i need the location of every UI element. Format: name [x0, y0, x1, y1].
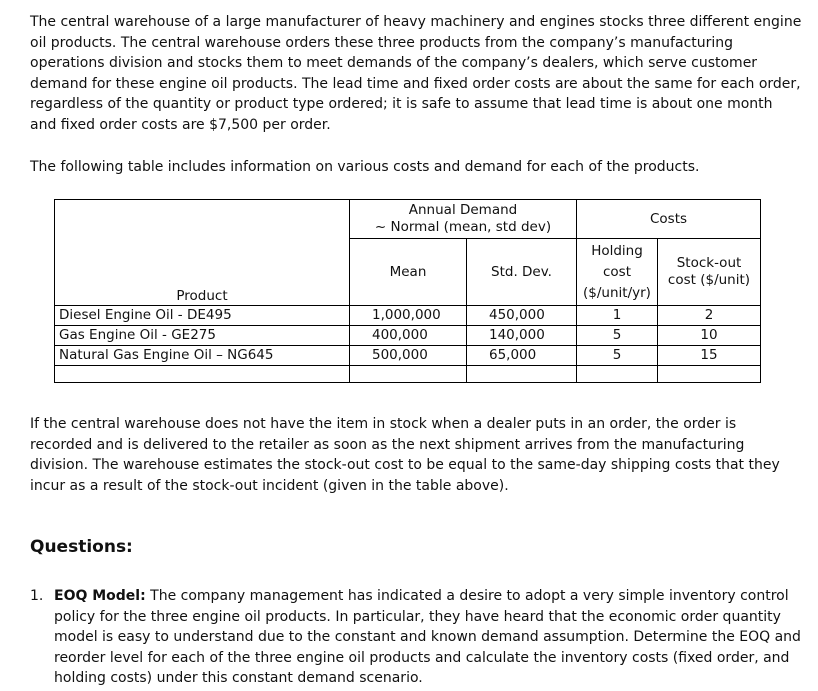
question-number: 1. — [30, 588, 44, 604]
stockout-cost-header-cell — [658, 239, 761, 306]
empty-cell — [577, 366, 658, 383]
intro-paragraph: The central warehouse of a large manufacturer of heavy machinery and engines stocks three different engine oil products. The central warehouse orders these three products from the company’s manufacturing operations division and stocks them to meet demands of the company’s dealers, which serve customer demand for these engine oil products. The lead time and fixed order costs are about the same for each order, regardless of the quantity or product type ordered; it is safe to assume that lead time is about one month and fixed order costs are $7,500 per order. — [30, 14, 802, 133]
table-intro-paragraph: The following table includes information on various costs and demand for each of the products. — [30, 159, 700, 175]
table-row — [55, 306, 761, 326]
costs-header-cell — [577, 200, 761, 239]
stockout-paragraph: If the central warehouse does not have the item in stock when a dealer puts in an order, the order is recorded and is delivered to the retailer as soon as the next shipment arrives from the manufacturing division. The warehouse estimates the stock-out cost to be equal to the same-day shipping costs that they incur as a result of the stock-out incident (given in the table above). — [30, 416, 780, 494]
std-dev-cell: 450,000 — [467, 306, 577, 326]
product-cell: Gas Engine Oil - GE275 — [55, 326, 350, 346]
empty-cell — [350, 366, 467, 383]
question-lead: EOQ Model: — [54, 588, 146, 604]
costs-header: Costs — [649, 210, 688, 227]
holding-header-line3: ($/unit/yr) — [583, 284, 651, 301]
stockout-cost-cell: 15 — [658, 346, 761, 366]
product-cell: Diesel Engine Oil - DE495 — [55, 306, 350, 326]
stockout-header-line2: cost ($/unit) — [667, 272, 751, 288]
mean-cell: 400,000 — [350, 326, 467, 346]
annual-demand-header-line1: Annual Demand — [408, 202, 518, 218]
empty-cell — [467, 366, 577, 383]
questions-heading: Questions: — [30, 537, 133, 557]
annual-demand-header-cell — [350, 200, 577, 239]
table-row — [55, 346, 761, 366]
costs-demand-table — [54, 199, 761, 383]
product-header: Product — [176, 288, 228, 304]
product-cell: Natural Gas Engine Oil – NG645 — [55, 346, 350, 366]
mean-header: Mean — [350, 239, 467, 306]
std-dev-cell: 140,000 — [467, 326, 577, 346]
table-header-row-top — [55, 200, 761, 239]
holding-cost-cell: 1 — [577, 306, 658, 326]
stockout-cost-cell: 10 — [658, 326, 761, 346]
question-item — [30, 586, 802, 689]
stockout-header-line1: Stock-out — [676, 255, 742, 271]
question-body — [54, 586, 802, 689]
empty-cell — [55, 366, 350, 383]
mean-cell: 500,000 — [350, 346, 467, 366]
std-dev-cell: 65,000 — [467, 346, 577, 366]
holding-cost-cell: 5 — [577, 326, 658, 346]
holding-cost-cell: 5 — [577, 346, 658, 366]
product-header-cell — [55, 200, 350, 306]
table-empty-row — [55, 366, 761, 383]
empty-cell — [658, 366, 761, 383]
mean-cell: 1,000,000 — [350, 306, 467, 326]
question-text: The company management has indicated a desire to adopt a very simple inventory control policy for the three engine oil products. In particular, they have heard that the economic order quantity model is easy to understand due to the constant and known demand assumption. Determine the EOQ and reorder level for each of the three engine oil products and calculate the inventory costs (fixed order, and holding costs) under this constant demand scenario. — [54, 588, 801, 686]
std-dev-header: Std. Dev. — [467, 239, 577, 306]
table-row — [55, 326, 761, 346]
annual-demand-header-line2: ~ Normal (mean, std dev) — [374, 219, 552, 235]
holding-header-line2: cost — [602, 263, 631, 280]
stockout-cost-cell: 2 — [658, 306, 761, 326]
holding-cost-header-cell — [577, 239, 658, 306]
holding-header-line1: Holding — [591, 242, 643, 259]
